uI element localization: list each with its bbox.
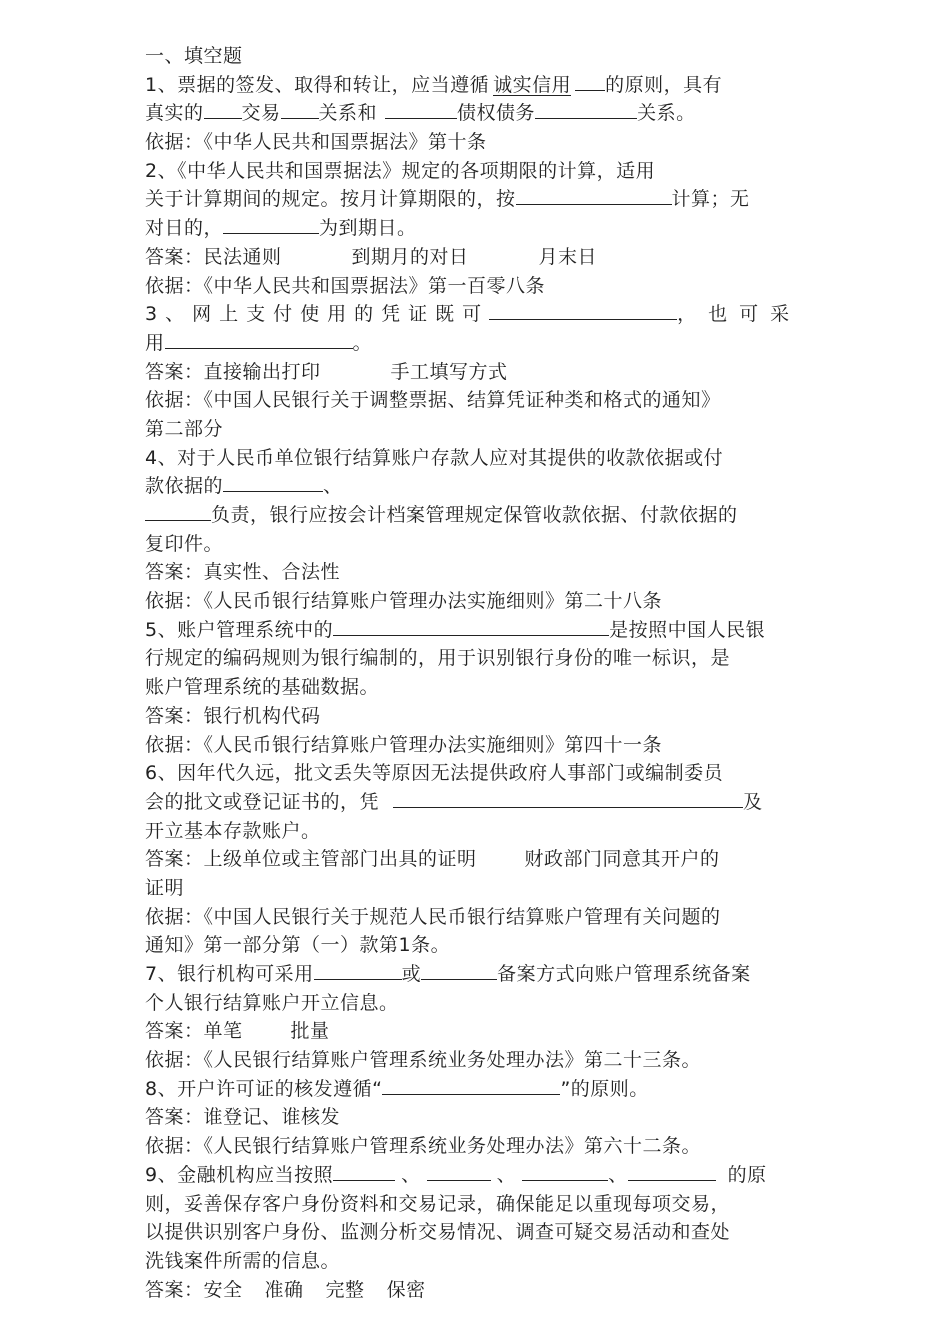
document-page [145,42,805,1304]
blank [421,960,497,980]
question-4-basis: 依据：《人民币银行结算账户管理办法实施细则》第二十八条 [145,590,663,613]
blank [535,99,637,119]
question-3-basis: 依据：《中国人民银行关于调整票据、结算凭证种类和格式的通知》 [145,389,721,412]
question-4-line-2: 款依据的 、 [145,472,805,501]
blank [333,616,609,636]
question-7-answer: 答案：单笔 批量 [145,1020,330,1043]
section-title: 一、填空题 [145,45,243,67]
question-9-answer: 答案：安全 准确 完整 保密 [145,1278,426,1301]
question-8-line-1: 8、开户许可证的核发遵循“ ”的原则。 [145,1075,805,1104]
blank [204,99,242,119]
question-1-line-2: 真实的 交易 关系和 债权债务 关系。 [145,99,805,128]
blank [223,214,319,234]
question-5-line-2: 行规定的编码规则为银行编制的，用于识别银行身份的唯一标识，是 [145,647,731,670]
blank [165,329,353,349]
question-7-line-2: 个人银行结算账户开立信息。 [145,991,399,1014]
question-2-line-3: 对日的， 为到期日。 [145,214,805,243]
question-2-line-1: 2、《中华人民共和国票据法》规定的各项期限的计算，适用 [145,159,656,182]
question-6-basis: 依据：《中国人民银行关于规范人民币银行结算账户管理有关问题的 [145,905,721,928]
question-7-basis: 依据：《人民银行结算账户管理系统业务处理办法》第二十三条。 [145,1049,702,1072]
blank [385,99,457,119]
question-2-line-2: 关于计算期间的规定。按月计算期限的，按 计算；无 [145,185,805,214]
question-2-answer: 答案：民法通则 到期月的对日 月末日 [145,245,598,268]
blank [145,501,211,521]
blank [522,1161,608,1181]
blank [393,788,743,808]
blank [427,1161,491,1181]
question-3-answer: 答案：直接输出打印 手工填写方式 [145,360,508,383]
question-9-line-3: 以提供识别客户身份、监测分析交易情况、调查可疑交易活动和查处 [145,1221,731,1244]
question-9-line-2: 则，妥善保存客户身份资料和交易记录，确保能足以重现每项交易， [145,1192,731,1215]
question-1-filled-blank: 诚实信用 [493,73,572,96]
question-1-line-1: 1、票据的签发、取得和转让，应当遵循 诚实信用 的原则，具有 [145,71,805,100]
question-5-line-1: 5、账户管理系统中的 是按照中国人民银 [145,616,805,645]
blank [628,1161,716,1181]
question-4-line-3: 负责，银行应按会计档案管理规定保管收款依据、付款依据的 [145,501,805,530]
blank [382,1075,560,1095]
question-6-line-1: 6、因年代久远，批文丢失等原因无法提供政府人事部门或编制委员 [145,762,724,785]
question-6-line-2: 会的批文或登记证书的，凭 及 [145,788,805,817]
question-5-line-3: 账户管理系统的基础数据。 [145,676,380,699]
question-4-line-4: 复印件。 [145,532,224,555]
question-5-basis: 依据：《人民币银行结算账户管理办法实施细则》第四十一条 [145,733,663,756]
question-8-answer: 答案：谁登记、谁核发 [145,1106,341,1129]
blank [281,99,319,119]
question-6-answer: 答案：上级单位或主管部门出具的证明 财政部门同意其开户的 [145,848,720,871]
question-6-basis-cont: 通知》第一部分第（一）款第1条。 [145,934,451,957]
blank [223,472,323,492]
question-3-line-1: 3、网上支付使用的凭证既可 ，也可采 [145,300,805,329]
question-4-answer: 答案：真实性、合法性 [145,561,341,584]
question-7-line-1: 7、银行机构可采用 或 备案方式向账户管理系统备案 [145,960,805,989]
blank [314,960,402,980]
question-8-basis: 依据：《人民银行结算账户管理系统业务处理办法》第六十二条。 [145,1135,702,1158]
question-5-answer: 答案：银行机构代码 [145,704,321,727]
question-6-line-3: 开立基本存款账户。 [145,819,321,842]
question-4-line-1: 4、对于人民币单位银行结算账户存款人应对其提供的收款依据或付 [145,446,724,469]
question-1-basis: 依据：《中华人民共和国票据法》第十条 [145,131,487,154]
question-9-line-1: 9、金融机构应当按照 、 、 、 的原 [145,1161,805,1190]
question-2-basis: 依据：《中华人民共和国票据法》第一百零八条 [145,274,546,297]
question-3-basis-cont: 第二部分 [145,417,224,440]
blank [575,71,605,91]
blank [489,300,677,320]
question-6-answer-cont: 证明 [145,876,185,899]
blank [516,185,672,205]
question-9-line-4: 洗钱案件所需的信息。 [145,1249,341,1272]
blank [333,1161,395,1181]
question-3-line-2: 用 。 [145,329,805,358]
